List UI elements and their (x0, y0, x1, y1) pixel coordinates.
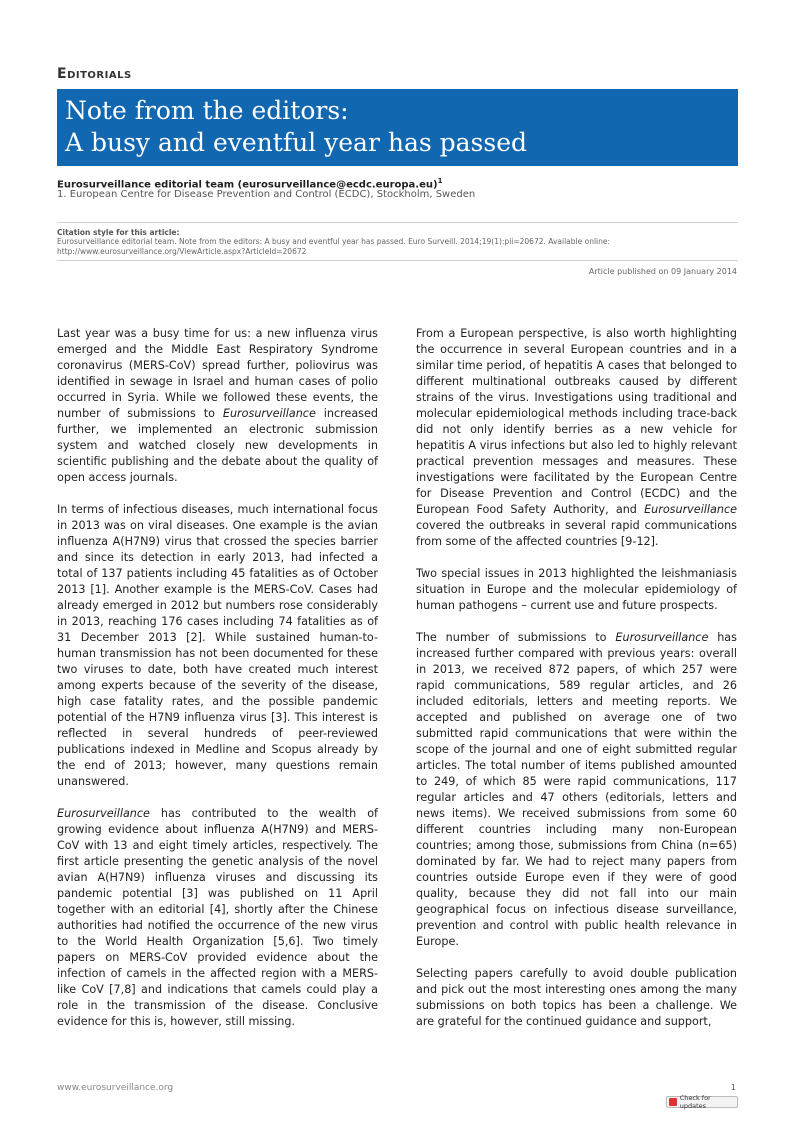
article-title (57, 89, 738, 166)
crossmark-icon (669, 1098, 677, 1106)
body-column-right (416, 326, 737, 1046)
paragraph: Selecting papers carefully to avoid double publication and pick out the most interesting ones among the many submissions on both topics has been a challenge. We are grateful for the continued guidance and support, (416, 967, 737, 1028)
divider-top (57, 222, 738, 223)
section-label: Editorials (57, 66, 132, 82)
check-for-updates-label: Check for updates (679, 1094, 711, 1110)
page-number: 1 (730, 1083, 736, 1092)
published-date: Article published on 09 January 2014 (588, 267, 737, 276)
paragraph: From a European perspective, is also worth highlighting the occurrence in several European countries and in a similar time period, of hepatitis A cases that belonged to different multinational outbreaks caused by different strains of the virus. Investigations using traditional and molecular epidemiological methods including trace-back did not only identify berries as a new vehicle for hepatitis A virus infections but also led to highly relevant practical prevention messages and measures. These investigations were facilitated by the European Centre for Disease Prevention and Control (ECDC) and the European Food Safety Authority, and Eurosurveillance covered the outbreaks in several rapid communications from some of the affected countries [9-12]. (416, 327, 737, 548)
paragraph: In terms of infectious diseases, much international focus in 2013 was on viral diseases. One example is the avian influenza A(H7N9) virus that crossed the species barrier and since its detection in early 2013, had infected a total of 137 patients including 45 fatalities as of October 2013 [1]. Another example is the MERS-CoV. Cases had already emerged in 2012 but numbers rose considerably in 2013, reaching 176 cases including 74 fatalities as of 31 December 2013 [2]. While sustained human-to-human transmission has not been documented for these two viruses to date, both have created much interest among experts because of the severity of the disease, high case fatality rates, and the possible pandemic potential of the H7N9 influenza virus [3]. This interest is reflected in several hundreds of peer-reviewed publications indexed in Medline and Scopus already by the end of 2013; however, many questions remain unanswered. (57, 503, 378, 788)
paragraph: Last year was a busy time for us: a new influenza virus emerged and the Middle East Respiratory Syndrome coronavirus (MERS-CoV) spread further, poliovirus was identified in sewage in Israel and human cases of polio occurred in Syria. While we followed these events, the number of submissions to Eurosurveillance increased further, we implemented an electronic submission system and watched closely new developments in scientific publishing and the debate about the quality of open access journals. (57, 327, 378, 484)
paragraph: The number of submissions to Eurosurveillance has increased further compared with previous years: overall in 2013, we received 872 papers, of which 257 were rapid communications, 589 regular articles, and 26 included editorials, letters and meeting reports. We accepted and published on average one of two submitted rapid communications that were within the scope of the journal and one of eight submitted regular articles. The total number of items published amounted to 249, of which 85 were rapid communications, 117 regular articles and 47 others (editorials, letters and news items). We received submissions from some 60 different countries including many non-European countries; among those, submissions from China (n=65) dominated by far. We had to reject many papers from countries outside Europe even if they were of good quality, because they did not fall into our main geographical focus on infectious disease surveillance, prevention and control with public health relevance in Europe. (416, 631, 737, 948)
citation-text[interactable]: Eurosurveillance editorial team. Note from the editors: A busy and eventful year has passed. Euro Surveill. 2014;19(1):pii=20672. Available online: http://www.eurosurveillance.org/ViewArticle.aspx?ArticleId=20672 (57, 237, 611, 256)
author-name: Eurosurveillance editorial team (eurosurveillance@ecdc.europa.eu) (57, 179, 438, 191)
footer-url[interactable]: www.eurosurveillance.org (57, 1083, 174, 1093)
body-column-left (57, 326, 378, 1046)
title-line-1: Note from the editors: (65, 96, 349, 125)
check-for-updates-button[interactable] (666, 1096, 738, 1108)
paragraph: Eurosurveillance has contributed to the wealth of growing evidence about influenza A(H7N9) and MERS-CoV with 13 and eight timely articles, respectively. The first article presenting the genetic analysis of the novel avian A(H7N9) influenza viruses and discussing its pandemic potential [3] was published on 11 April together with an editorial [4], shortly after the Chinese authorities had notified the occurrence of the new virus to the World Health Organization [5,6]. Two timely papers on MERS-CoV provided evidence about the infection of camels in the affected region with a MERS-like CoV [7,8] and indications that camels could play a role in the transmission of the disease. Conclusive evidence for this is, however, still missing. (57, 807, 378, 1028)
divider-bottom (57, 260, 738, 261)
citation-label: Citation style for this article: (57, 228, 180, 237)
title-line-2: A busy and eventful year has passed (65, 128, 527, 157)
author-affil-mark: 1 (437, 177, 443, 185)
affiliation: 1. European Centre for Disease Prevention and Control (ECDC), Stockholm, Sweden (57, 189, 476, 200)
paragraph: Two special issues in 2013 highlighted the leishmaniasis situation in Europe and the molecular epidemiology of human pathogens – current use and future prospects. (416, 567, 737, 612)
